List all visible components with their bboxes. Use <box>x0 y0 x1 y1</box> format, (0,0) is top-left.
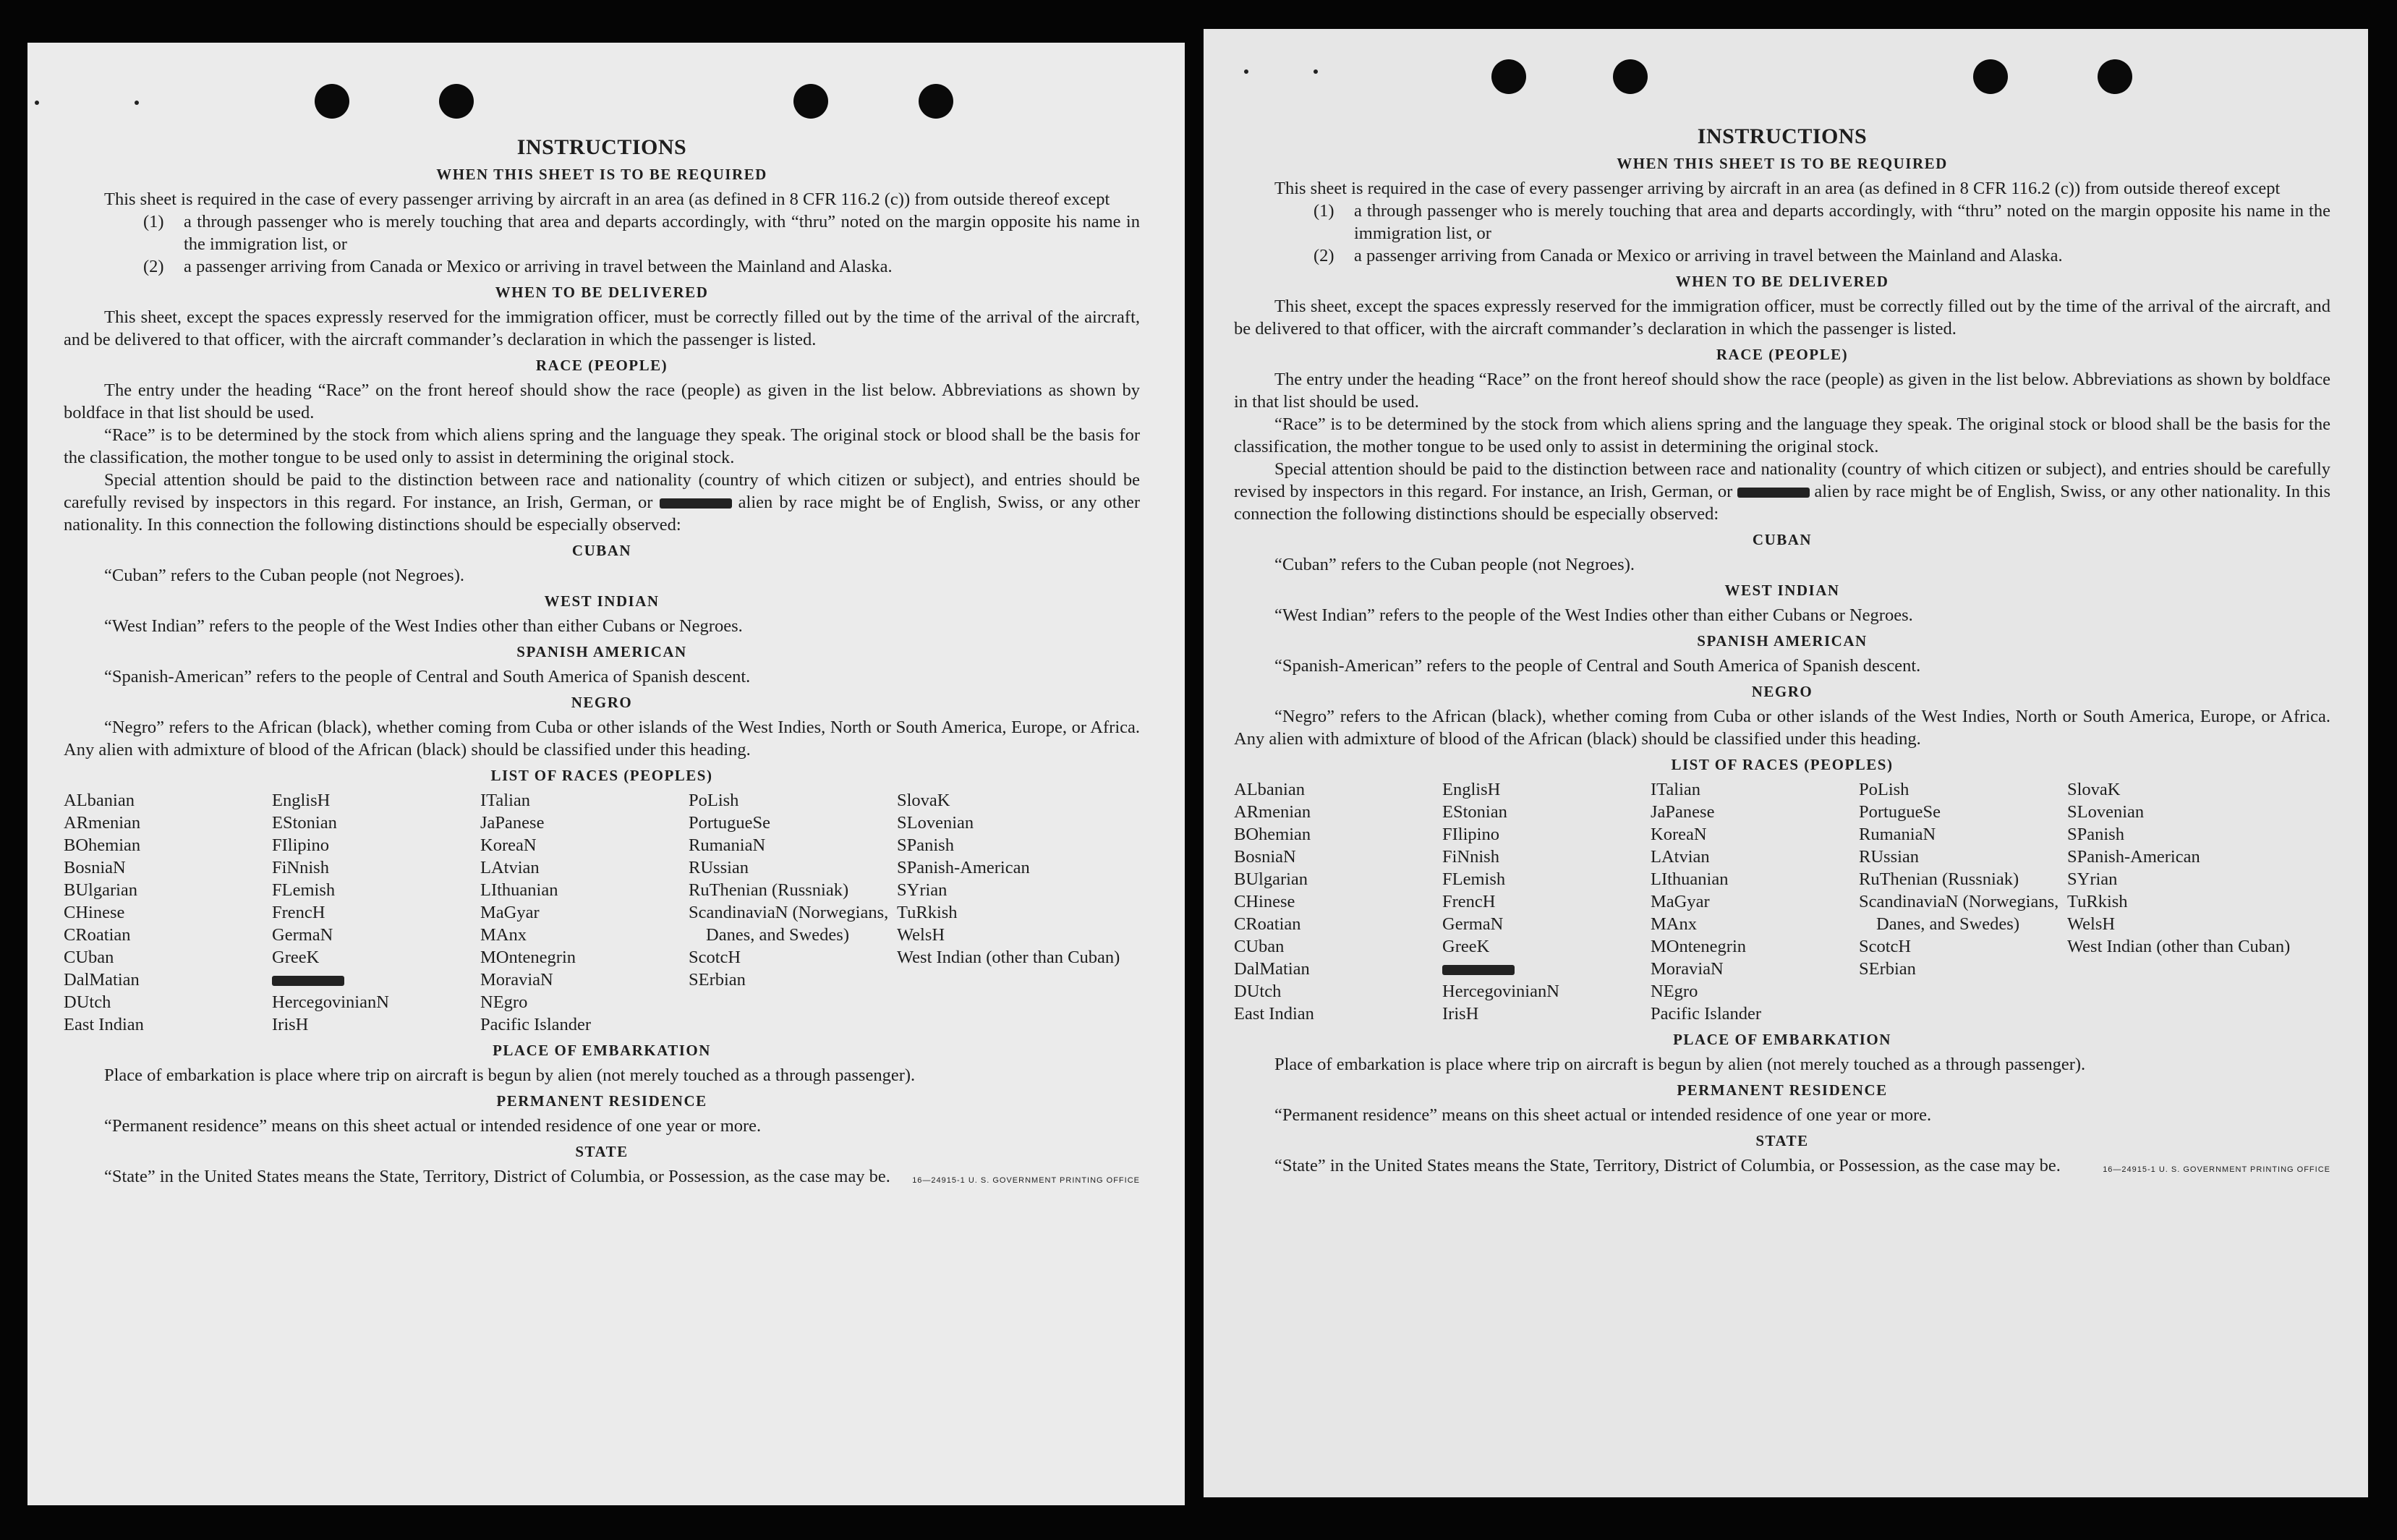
races-column-4 <box>1859 778 2067 1025</box>
race-item: SlovaK <box>2067 780 2121 799</box>
exception-number: (2) <box>143 257 164 276</box>
exception-item <box>1314 200 2330 244</box>
race-item: SPanish-American <box>2067 847 2200 867</box>
race-item: FLemish <box>1442 869 1506 889</box>
race-item: BOhemian <box>64 835 141 855</box>
race-item: EStonian <box>272 813 337 833</box>
race-item: MoraviaN <box>480 970 553 990</box>
race-item: BOhemian <box>1234 825 1311 844</box>
race-item: NEgro <box>480 992 528 1012</box>
race-item: SPanish <box>897 835 954 855</box>
race-item: SPanish <box>2067 825 2124 844</box>
heading-embarkation: PLACE OF EMBARKATION <box>1673 1031 1891 1048</box>
race-item: TuRkish <box>2067 892 2128 911</box>
race-item: RumaniaN <box>1859 825 1936 844</box>
paragraph-race-3-text: Special attention should be paid to the distinction between race and nationality (country of which citizen or subject), and entries should be carefully revised by inspectors in this regard. For instance, an Irish, German, or <box>64 470 1140 512</box>
paragraph-race-3-tail: alien by race might be of English, Swiss, or any other nationality. In this connection the following distinctions should be especially observed: <box>1234 482 2331 524</box>
race-item: CRoatian <box>64 925 131 945</box>
exception-number: (2) <box>1314 246 1334 265</box>
race-item: ALbanian <box>1234 780 1305 799</box>
exception-text: a through passenger who is merely touching that area and departs accordingly, with “thru” noted on the margin opposite his name in the immigration list, or <box>184 212 1140 254</box>
race-item: SErbian <box>1859 959 1916 979</box>
exception-item <box>143 255 1140 278</box>
instructions-body <box>1234 124 2330 1177</box>
race-item: ScotcH <box>1859 937 1912 956</box>
race-item: GreeK <box>1442 937 1490 956</box>
race-item: CHinese <box>64 903 125 922</box>
race-item: PortugueSe <box>1859 802 1941 822</box>
heading-cuban: CUBAN <box>571 542 632 559</box>
races-list <box>1234 778 2330 1025</box>
race-item: FiNnish <box>1442 847 1499 867</box>
race-item: SYrian <box>897 880 948 900</box>
race-item: DalMatian <box>1234 959 1310 979</box>
races-column-1 <box>1234 778 1442 1025</box>
punch-hole <box>1613 59 1648 94</box>
race-item: KoreaN <box>480 835 537 855</box>
race-item: SLovenian <box>897 813 974 833</box>
punch-hole <box>919 84 953 119</box>
race-item-redacted <box>272 969 480 991</box>
race-item: EStonian <box>1442 802 1507 822</box>
race-item: BUlgarian <box>64 880 138 900</box>
race-item: Pacific Islander <box>480 1015 592 1034</box>
races-column-5 <box>2067 778 2330 1025</box>
race-item-redacted <box>1442 958 1651 980</box>
paragraph-race-3-tail: alien by race might be of English, Swiss, or any other nationality. In this connection the following distinctions should be especially observed: <box>64 493 1141 535</box>
page-title: INSTRUCTIONS <box>516 135 687 159</box>
race-item: TuRkish <box>897 903 958 922</box>
race-item: MAnx <box>1651 914 1697 934</box>
race-item: EnglisH <box>1442 780 1501 799</box>
paragraph-negro: “Negro” refers to the African (black), whether coming from Cuba or other islands of the West Indies, North or South America, Europe, or Africa. Any alien with admixture of blood of the African (black) should be classified under this heading. <box>64 718 1140 760</box>
race-item: Pacific Islander <box>1651 1004 1762 1024</box>
race-item: ScotcH <box>689 948 741 967</box>
heading-list-of-races: LIST OF RACES (PEOPLES) <box>490 767 713 784</box>
paragraph-delivered: This sheet, except the spaces expressly reserved for the immigration officer, must be correctly filled out by the time of the arrival of the aircraft, and be delivered to that officer, with the aircraft commander’s declaration in which the passenger is listed. <box>1234 297 2330 339</box>
race-item: West Indian (other than Cuban) <box>897 948 1120 967</box>
paragraph-race-1: The entry under the heading “Race” on the front hereof should show the race (people) as given in the list below. Abbreviations as shown by boldface in that list should be used. <box>1234 370 2330 412</box>
heading-race: RACE (PEOPLE) <box>535 357 668 374</box>
race-item: MaGyar <box>480 903 540 922</box>
race-item: KoreaN <box>1651 825 1707 844</box>
paragraph-race-2: “Race” is to be determined by the stock from which aliens spring and the language they speak. The original stock or blood shall be the basis for the classification, the mother tongue to be used only to assist in determining the original stock. <box>1234 414 2330 456</box>
race-item: RuThenian (Russniak) <box>1859 869 2019 889</box>
punch-hole <box>793 84 828 119</box>
paragraph-delivered: This sheet, except the spaces expressly reserved for the immigration officer, must be correctly filled out by the time of the arrival of the aircraft, and be delivered to that officer, with the aircraft commander’s declaration in which the passenger is listed. <box>64 307 1140 349</box>
race-item: RumaniaN <box>689 835 766 855</box>
paragraph-state: “State” in the United States means the State, Territory, District of Columbia, or Possession, as the case may be. <box>1274 1156 2061 1175</box>
races-column-1 <box>64 789 272 1036</box>
heading-state: STATE <box>575 1143 629 1160</box>
heading-negro: NEGRO <box>1751 683 1813 700</box>
paragraph-state: “State” in the United States means the State, Territory, District of Columbia, or Possession, as the case may be. <box>104 1167 890 1186</box>
race-item: SErbian <box>689 970 746 990</box>
race-item: ITalian <box>480 791 531 810</box>
race-item: FiNnish <box>272 858 329 877</box>
paragraph-cuban: “Cuban” refers to the Cuban people (not Negroes). <box>1274 555 1635 574</box>
printer-imprint: 16—24915-1 U. S. GOVERNMENT PRINTING OFFICE <box>912 1176 1140 1185</box>
race-item: ITalian <box>1651 780 1701 799</box>
heading-west-indian: WEST INDIAN <box>544 592 660 610</box>
redaction-mark <box>1737 488 1810 498</box>
race-item: SlovaK <box>897 791 950 810</box>
race-item: JaPanese <box>480 813 545 833</box>
race-item: PoLish <box>689 791 739 810</box>
race-item: CHinese <box>1234 892 1295 911</box>
race-item: FrencH <box>1442 892 1496 911</box>
races-column-4 <box>689 789 897 1036</box>
paragraph-race-3 <box>1234 458 2330 525</box>
redaction-mark <box>272 976 344 986</box>
speck <box>35 101 39 105</box>
race-item: MAnx <box>480 925 527 945</box>
race-item: WelsH <box>897 925 945 945</box>
heading-spanish-american: SPANISH AMERICAN <box>516 643 687 660</box>
race-item: BosniaN <box>1234 847 1296 867</box>
paragraph-required: This sheet is required in the case of every passenger arriving by aircraft in an area (as defined in 8 CFR 116.2 (c)) from outside thereof except <box>104 190 1110 209</box>
race-item: HercegovinianN <box>272 992 389 1012</box>
race-item: LIthuanian <box>1651 869 1729 889</box>
heading-when-delivered: WHEN TO BE DELIVERED <box>1675 273 1889 290</box>
race-item: NEgro <box>1651 982 1698 1001</box>
race-item: BUlgarian <box>1234 869 1308 889</box>
races-column-5 <box>897 789 1140 1036</box>
races-column-2 <box>1442 778 1651 1025</box>
paragraph-west-indian: “West Indian” refers to the people of the West Indies other than either Cubans or Negroes. <box>104 616 743 636</box>
speck <box>1244 69 1248 74</box>
paragraph-embarkation: Place of embarkation is place where trip on aircraft is begun by alien (not merely touched as a through passenger). <box>104 1065 916 1085</box>
race-item: RUssian <box>689 858 749 877</box>
heading-embarkation: PLACE OF EMBARKATION <box>493 1042 711 1059</box>
heading-spanish-american: SPANISH AMERICAN <box>1697 632 1868 650</box>
punch-hole <box>1973 59 2008 94</box>
document-page-left <box>27 43 1185 1505</box>
paragraph-race-3-text: Special attention should be paid to the distinction between race and nationality (country of which citizen or subject), and entries should be carefully revised by inspectors in this regard. For instance, an Irish, German, or <box>1234 459 2330 501</box>
paragraph-race-3 <box>64 469 1140 536</box>
exception-item <box>1314 244 2330 267</box>
punch-hole <box>2098 59 2132 94</box>
punch-hole <box>439 84 474 119</box>
race-item: WelsH <box>2067 914 2116 934</box>
paragraph-spanish-american: “Spanish-American” refers to the people of Central and South America of Spanish descent. <box>104 667 751 686</box>
race-item: FIlipino <box>1442 825 1499 844</box>
heading-negro: NEGRO <box>571 694 633 711</box>
exception-text: a through passenger who is merely touching that area and departs accordingly, with “thru” noted on the margin opposite his name in the immigration list, or <box>1354 201 2330 243</box>
speck <box>135 101 139 105</box>
race-item: MaGyar <box>1651 892 1710 911</box>
race-item: DUtch <box>1234 982 1282 1001</box>
race-item: FIlipino <box>272 835 329 855</box>
punch-hole <box>1491 59 1526 94</box>
punch-hole <box>315 84 349 119</box>
heading-list-of-races: LIST OF RACES (PEOPLES) <box>1671 756 1894 773</box>
race-item: ScandinaviaN (Norwegians, Danes, and Swedes) <box>1859 892 2059 934</box>
races-list <box>64 789 1140 1036</box>
race-item: MoraviaN <box>1651 959 1724 979</box>
paragraph-cuban: “Cuban” refers to the Cuban people (not Negroes). <box>104 566 464 585</box>
paragraph-permanent-residence: “Permanent residence” means on this sheet actual or intended residence of one year or more. <box>104 1116 762 1136</box>
heading-state: STATE <box>1755 1132 1809 1149</box>
heading-cuban: CUBAN <box>1752 531 1813 548</box>
race-item: GermaN <box>1442 914 1504 934</box>
race-item: ALbanian <box>64 791 135 810</box>
races-column-3 <box>480 789 689 1036</box>
printer-imprint: 16—24915-1 U. S. GOVERNMENT PRINTING OFFICE <box>2103 1165 2330 1174</box>
race-item: IrisH <box>272 1015 309 1034</box>
paragraph-permanent-residence: “Permanent residence” means on this sheet actual or intended residence of one year or more. <box>1274 1105 1932 1125</box>
race-item: CUban <box>1234 937 1285 956</box>
paragraph-embarkation: Place of embarkation is place where trip on aircraft is begun by alien (not merely touched as a through passenger). <box>1274 1055 2086 1074</box>
speck <box>1314 69 1318 74</box>
race-item: RUssian <box>1859 847 1920 867</box>
heading-when-delivered: WHEN TO BE DELIVERED <box>495 284 709 301</box>
race-item: West Indian (other than Cuban) <box>2067 937 2291 956</box>
race-item: RuThenian (Russniak) <box>689 880 849 900</box>
race-item: IrisH <box>1442 1004 1479 1024</box>
race-item: East Indian <box>1234 1004 1314 1024</box>
race-item: PoLish <box>1859 780 1909 799</box>
race-item: GreeK <box>272 948 320 967</box>
redaction-mark <box>1442 965 1515 975</box>
race-item: FrencH <box>272 903 325 922</box>
heading-when-required: WHEN THIS SHEET IS TO BE REQUIRED <box>1617 155 1948 172</box>
paragraph-negro: “Negro” refers to the African (black), whether coming from Cuba or other islands of the West Indies, North or South America, Europe, or Africa. Any alien with admixture of blood of the African (black) should be classified under this heading. <box>1234 707 2330 749</box>
race-item: ARmenian <box>1234 802 1311 822</box>
heading-permanent-residence: PERMANENT RESIDENCE <box>496 1092 707 1110</box>
race-item: PortugueSe <box>689 813 770 833</box>
exception-number: (1) <box>143 212 164 231</box>
race-item: MOntenegrin <box>1651 937 1746 956</box>
races-column-2 <box>272 789 480 1036</box>
heading-race: RACE (PEOPLE) <box>1716 346 1849 363</box>
race-item: LAtvian <box>1651 847 1710 867</box>
race-item: SYrian <box>2067 869 2118 889</box>
race-item: CRoatian <box>1234 914 1301 934</box>
exception-item <box>143 210 1140 255</box>
paragraph-west-indian: “West Indian” refers to the people of the West Indies other than either Cubans or Negroes. <box>1274 605 1913 625</box>
races-column-3 <box>1651 778 1859 1025</box>
heading-west-indian: WEST INDIAN <box>1724 582 1840 599</box>
race-item: LAtvian <box>480 858 540 877</box>
race-item: HercegovinianN <box>1442 982 1559 1001</box>
race-item: DUtch <box>64 992 111 1012</box>
race-item: MOntenegrin <box>480 948 576 967</box>
document-page-right <box>1204 29 2368 1497</box>
state-section <box>64 1165 1140 1188</box>
exception-text: a passenger arriving from Canada or Mexico or arriving in travel between the Mainland and Alaska. <box>184 257 893 276</box>
paragraph-race-1: The entry under the heading “Race” on the front hereof should show the race (people) as given in the list below. Abbreviations as shown by boldface in that list should be used. <box>64 380 1140 422</box>
race-item: GermaN <box>272 925 333 945</box>
paragraph-spanish-american: “Spanish-American” refers to the people of Central and South America of Spanish descent. <box>1274 656 1921 676</box>
heading-permanent-residence: PERMANENT RESIDENCE <box>1677 1081 1888 1099</box>
race-item: ARmenian <box>64 813 141 833</box>
race-item: LIthuanian <box>480 880 558 900</box>
race-item: DalMatian <box>64 970 140 990</box>
race-item: SLovenian <box>2067 802 2145 822</box>
race-item: BosniaN <box>64 858 126 877</box>
page-title: INSTRUCTIONS <box>1697 124 1868 148</box>
race-item: EnglisH <box>272 791 331 810</box>
heading-when-required: WHEN THIS SHEET IS TO BE REQUIRED <box>436 166 767 183</box>
redaction-mark <box>660 498 732 509</box>
race-item: CUban <box>64 948 114 967</box>
race-item: East Indian <box>64 1015 144 1034</box>
race-item: JaPanese <box>1651 802 1715 822</box>
state-section <box>1234 1154 2330 1177</box>
race-item: SPanish-American <box>897 858 1030 877</box>
exception-text: a passenger arriving from Canada or Mexico or arriving in travel between the Mainland and Alaska. <box>1354 246 2063 265</box>
paragraph-race-2: “Race” is to be determined by the stock from which aliens spring and the language they speak. The original stock or blood shall be the basis for the classification, the mother tongue to be used only to assist in determining the original stock. <box>64 425 1140 467</box>
race-item: FLemish <box>272 880 336 900</box>
paragraph-required: This sheet is required in the case of every passenger arriving by aircraft in an area (as defined in 8 CFR 116.2 (c)) from outside thereof except <box>1274 179 2281 198</box>
instructions-body <box>64 135 1140 1188</box>
exception-number: (1) <box>1314 201 1334 221</box>
race-item: ScandinaviaN (Norwegians, Danes, and Swedes) <box>689 903 889 945</box>
